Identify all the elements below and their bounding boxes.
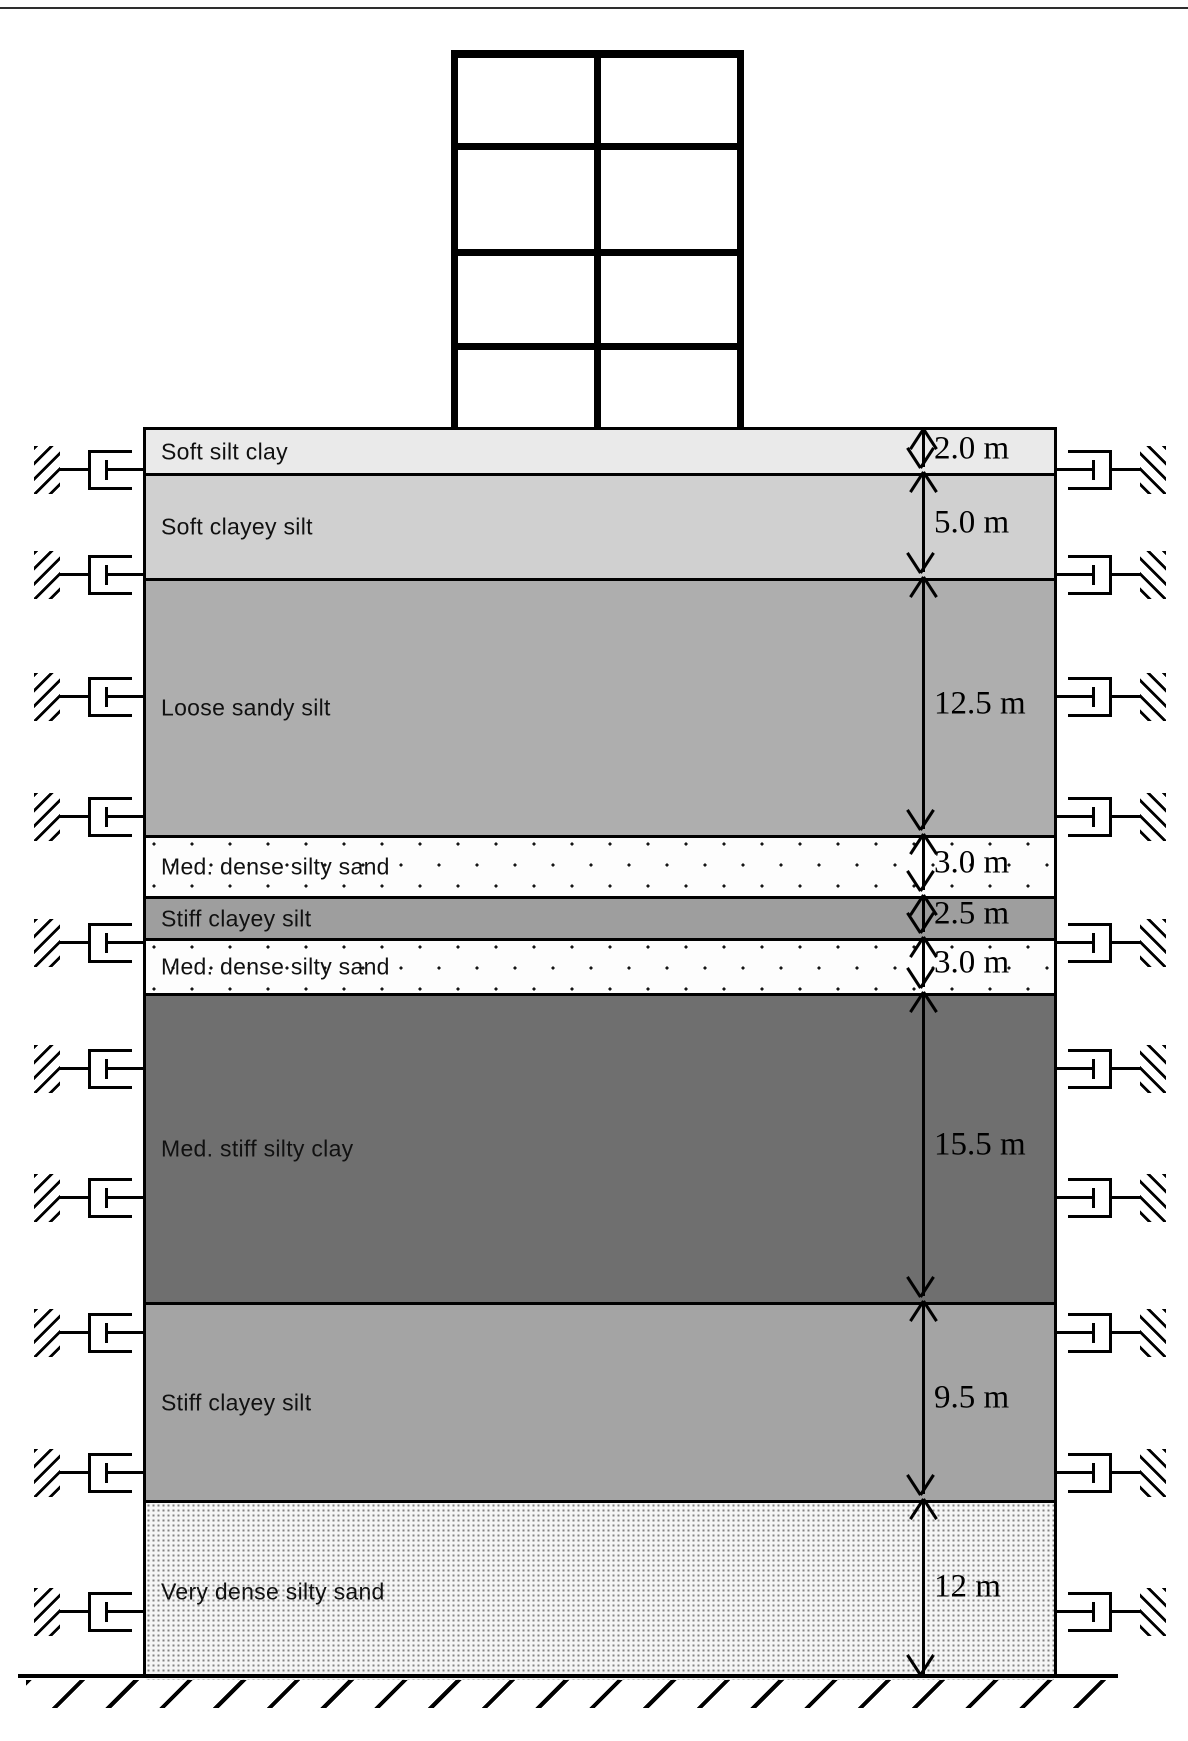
damper-piston-rod: [105, 695, 143, 698]
damper-cylinder-arm: [1068, 555, 1112, 558]
damper-wall-rod: [60, 1471, 88, 1474]
arrowhead-down-icon: [907, 1653, 937, 1675]
layer-med-stiff-silty-clay: [146, 993, 1054, 1302]
dimension-label: 3.0 m: [934, 844, 1010, 880]
fixed-support-hatch-icon: [34, 919, 60, 967]
damper-cylinder-arm: [88, 1592, 132, 1595]
fixed-support-hatch-icon: [1140, 551, 1166, 599]
damper-wall-rod: [1112, 941, 1140, 944]
damper-piston-rod: [1057, 1610, 1095, 1613]
dashpot-right-icon: [1057, 444, 1166, 496]
dashpot-right-icon: [1057, 1307, 1166, 1359]
damper-cylinder: [88, 923, 91, 963]
dashpot-left-icon: [34, 671, 143, 723]
fixed-support-hatch-icon: [1140, 919, 1166, 967]
fixed-support-hatch-icon: [1140, 1449, 1166, 1497]
damper-cylinder: [88, 1049, 91, 1089]
damper-piston-rod: [105, 941, 143, 944]
frame-beam-floor1: [451, 343, 744, 350]
damper-cylinder: [88, 677, 91, 717]
damper-cylinder-arm: [88, 592, 132, 595]
dashpot-right-icon: [1057, 549, 1166, 601]
damper-cylinder: [88, 450, 91, 490]
damper-cylinder-arm: [88, 1049, 132, 1052]
dashpot-left-icon: [34, 1586, 143, 1638]
dashpot-left-icon: [34, 1043, 143, 1095]
fixed-support-hatch-icon: [34, 1449, 60, 1497]
fixed-support-hatch-icon: [1140, 446, 1166, 494]
dashpot-right-icon: [1057, 791, 1166, 843]
arrowhead-up-icon: [907, 577, 937, 599]
dashpot-right-icon: [1057, 1586, 1166, 1638]
damper-cylinder: [1109, 797, 1112, 837]
damper-wall-rod: [1112, 815, 1140, 818]
layer-label: Very dense silty sand: [161, 1578, 385, 1604]
dashpot-right-icon: [1057, 1172, 1166, 1224]
damper-piston-rod: [1057, 1471, 1095, 1474]
damper-wall-rod: [1112, 695, 1140, 698]
layer-label: Stiff clayey silt: [161, 905, 312, 931]
damper-cylinder-arm: [88, 1453, 132, 1456]
damper-cylinder-arm: [1068, 677, 1112, 680]
frame-beam-roof: [451, 50, 744, 58]
dashpot-left-icon: [34, 1307, 143, 1359]
layer-label: Soft clayey silt: [161, 513, 313, 540]
damper-wall-rod: [60, 1331, 88, 1334]
damper-cylinder-arm: [88, 1490, 132, 1493]
dashpot-left-icon: [34, 791, 143, 843]
fixed-support-hatch-icon: [1140, 1588, 1166, 1636]
dimension-line: [922, 1500, 925, 1674]
damper-cylinder-arm: [88, 1629, 132, 1632]
dimension-line: [922, 993, 925, 1296]
figure-top-rule: [0, 7, 1188, 9]
dashpot-right-icon: [1057, 1043, 1166, 1095]
damper-cylinder-arm: [1068, 1629, 1112, 1632]
damper-cylinder-arm: [1068, 923, 1112, 926]
fixed-support-hatch-icon: [1140, 1174, 1166, 1222]
damper-wall-rod: [1112, 573, 1140, 576]
rigid-base-hatch-icon: [26, 1680, 1114, 1708]
damper-cylinder-arm: [88, 1215, 132, 1218]
layer-label: Loose sandy silt: [161, 694, 331, 721]
damper-cylinder-arm: [1068, 797, 1112, 800]
arrowhead-down-icon: [907, 911, 937, 933]
damper-cylinder-arm: [1068, 1178, 1112, 1181]
damper-cylinder-arm: [88, 714, 132, 717]
damper-cylinder: [1109, 923, 1112, 963]
fixed-support-hatch-icon: [34, 1174, 60, 1222]
damper-wall-rod: [1112, 1331, 1140, 1334]
dimension-line: [922, 1302, 925, 1494]
fixed-support-hatch-icon: [34, 551, 60, 599]
damper-cylinder-arm: [1068, 1313, 1112, 1316]
dashpot-left-icon: [34, 917, 143, 969]
arrowhead-down-icon: [907, 551, 937, 573]
dimension-label: 9.5 m: [934, 1379, 1010, 1416]
dashpot-right-icon: [1057, 671, 1166, 723]
damper-wall-rod: [60, 468, 88, 471]
damper-cylinder-arm: [1068, 487, 1112, 490]
dimension-label: 3.0 m: [934, 944, 1010, 980]
damper-cylinder: [1109, 1049, 1112, 1089]
damper-cylinder-arm: [88, 487, 132, 490]
damper-cylinder-arm: [88, 834, 132, 837]
dashpot-right-icon: [1057, 917, 1166, 969]
damper-piston-rod: [1057, 815, 1095, 818]
damper-cylinder-arm: [1068, 1490, 1112, 1493]
damper-cylinder: [1109, 677, 1112, 717]
damper-cylinder: [1109, 450, 1112, 490]
dimension-label: 2.0 m: [934, 430, 1010, 466]
damper-cylinder: [88, 1313, 91, 1353]
damper-cylinder-arm: [88, 1313, 132, 1316]
damper-wall-rod: [1112, 1196, 1140, 1199]
dimension-label: 15.5 m: [934, 1126, 1026, 1162]
dimension-line: [922, 578, 925, 829]
damper-cylinder-arm: [1068, 960, 1112, 963]
damper-cylinder-arm: [1068, 1086, 1112, 1089]
arrowhead-down-icon: [907, 1473, 937, 1495]
damper-wall-rod: [1112, 1610, 1140, 1613]
fixed-support-hatch-icon: [34, 446, 60, 494]
damper-cylinder-arm: [1068, 592, 1112, 595]
damper-wall-rod: [60, 1610, 88, 1613]
dimension-label: 5.0 m: [934, 504, 1010, 540]
dashpot-left-icon: [34, 549, 143, 601]
damper-piston-rod: [1057, 695, 1095, 698]
damper-piston-rod: [105, 1331, 143, 1334]
layer-loose-sandy-silt: [146, 578, 1054, 835]
damper-cylinder: [88, 1178, 91, 1218]
fixed-support-hatch-icon: [34, 793, 60, 841]
damper-wall-rod: [1112, 1067, 1140, 1070]
layer-label: Med. stiff silty clay: [161, 1135, 354, 1162]
arrowhead-up-icon: [907, 472, 937, 494]
damper-wall-rod: [1112, 468, 1140, 471]
damper-cylinder-arm: [88, 1086, 132, 1089]
damper-cylinder: [1109, 1592, 1112, 1632]
fixed-support-hatch-icon: [1140, 673, 1166, 721]
damper-piston-rod: [1057, 573, 1095, 576]
damper-cylinder: [88, 1592, 91, 1632]
dimension-label: 12 m: [934, 1568, 1001, 1605]
arrowhead-down-icon: [907, 808, 937, 830]
dashpot-left-icon: [34, 444, 143, 496]
damper-cylinder-arm: [88, 1178, 132, 1181]
frame-beam-floor2: [451, 249, 744, 256]
fixed-support-hatch-icon: [1140, 1309, 1166, 1357]
damper-cylinder-arm: [1068, 1215, 1112, 1218]
damper-cylinder-arm: [88, 923, 132, 926]
arrowhead-up-icon: [907, 1301, 937, 1323]
damper-piston-rod: [1057, 1067, 1095, 1070]
dimension-label: 12.5 m: [934, 685, 1026, 721]
fixed-support-hatch-icon: [34, 673, 60, 721]
damper-cylinder-arm: [88, 1350, 132, 1353]
arrowhead-down-icon: [907, 869, 937, 891]
damper-cylinder-arm: [1068, 834, 1112, 837]
damper-cylinder: [1109, 1313, 1112, 1353]
damper-cylinder: [1109, 555, 1112, 595]
layer-label: Stiff clayey silt: [161, 1389, 312, 1415]
damper-wall-rod: [60, 695, 88, 698]
damper-cylinder-arm: [88, 960, 132, 963]
arrowhead-up-icon: [907, 834, 937, 856]
damper-wall-rod: [60, 1196, 88, 1199]
arrowhead-up-icon: [907, 937, 937, 959]
rigid-base-line: [18, 1674, 1118, 1678]
dashpot-left-icon: [34, 1172, 143, 1224]
damper-cylinder-arm: [1068, 1049, 1112, 1052]
layer-label: Med. dense silty sand: [161, 853, 390, 880]
damper-wall-rod: [60, 941, 88, 944]
arrowhead-up-icon: [907, 1499, 937, 1521]
damper-piston-rod: [1057, 1196, 1095, 1199]
damper-cylinder-arm: [1068, 714, 1112, 717]
damper-piston-rod: [1057, 941, 1095, 944]
arrowhead-down-icon: [907, 446, 937, 468]
frame-beam-floor3: [451, 143, 744, 150]
damper-cylinder-arm: [88, 450, 132, 453]
damper-cylinder-arm: [1068, 1350, 1112, 1353]
damper-cylinder: [88, 797, 91, 837]
dimension-label: 2.5 m: [934, 895, 1010, 932]
dashpot-left-icon: [34, 1447, 143, 1499]
fixed-support-hatch-icon: [34, 1588, 60, 1636]
damper-piston-rod: [1057, 468, 1095, 471]
damper-cylinder: [1109, 1178, 1112, 1218]
damper-wall-rod: [60, 815, 88, 818]
damper-wall-rod: [60, 1067, 88, 1070]
damper-cylinder-arm: [88, 555, 132, 558]
damper-piston-rod: [105, 1196, 143, 1199]
fixed-support-hatch-icon: [1140, 793, 1166, 841]
damper-cylinder: [1109, 1453, 1112, 1493]
damper-piston-rod: [105, 573, 143, 576]
damper-wall-rod: [60, 573, 88, 576]
layer-label: Med. dense silty sand: [161, 953, 390, 980]
arrowhead-up-icon: [907, 992, 937, 1014]
damper-cylinder: [88, 555, 91, 595]
damper-piston-rod: [105, 468, 143, 471]
damper-piston-rod: [105, 1610, 143, 1613]
damper-piston-rod: [105, 815, 143, 818]
fixed-support-hatch-icon: [1140, 1045, 1166, 1093]
layer-label: Soft silt clay: [161, 438, 288, 464]
damper-cylinder: [88, 1453, 91, 1493]
arrowhead-down-icon: [907, 1275, 937, 1297]
damper-piston-rod: [105, 1067, 143, 1070]
damper-piston-rod: [1057, 1331, 1095, 1334]
damper-cylinder-arm: [1068, 450, 1112, 453]
damper-cylinder-arm: [88, 797, 132, 800]
damper-cylinder-arm: [88, 677, 132, 680]
fixed-support-hatch-icon: [34, 1309, 60, 1357]
dashpot-right-icon: [1057, 1447, 1166, 1499]
layer-stiff-clayey-silt: [146, 1302, 1054, 1500]
damper-piston-rod: [105, 1471, 143, 1474]
fixed-support-hatch-icon: [34, 1045, 60, 1093]
damper-wall-rod: [1112, 1471, 1140, 1474]
damper-cylinder-arm: [1068, 1453, 1112, 1456]
damper-cylinder-arm: [1068, 1592, 1112, 1595]
arrowhead-down-icon: [907, 966, 937, 988]
